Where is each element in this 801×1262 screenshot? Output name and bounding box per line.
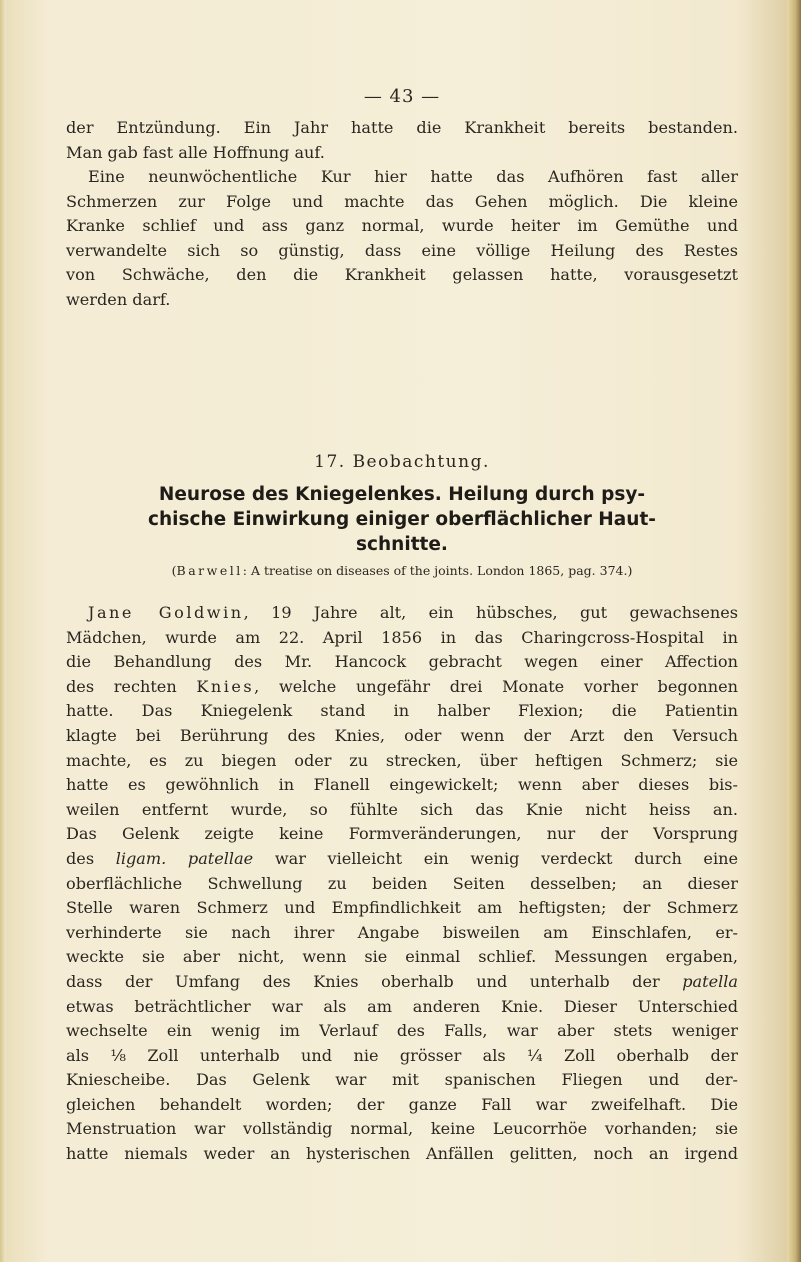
text-line: Schmerzen zur Folge und machte das Gehen möglich. Die kleine (66, 191, 738, 211)
text-line: von Schwäche, den die Krankheit gelassen hatte, vorausgesetzt (66, 265, 738, 285)
text-line: hatte. Das Kniegelenk stand in halber Flexion; die Patientin (66, 701, 738, 721)
heading-line: chische Einwirkung einiger oberflächlicher Haut- (148, 509, 656, 530)
text-line: Stelle waren Schmerz und Empfindlichkeit am heftigsten; der Schmerz (66, 898, 738, 918)
reference-details: : A treatise on diseases of the joints. London 1865, pag. 374.) (242, 563, 633, 578)
paragraph-cure-result (66, 165, 738, 313)
text-line: Das Gelenk zeigte keine Formveränderungen, nur der Vorsprung (66, 824, 738, 844)
paragraph-continuation (66, 116, 738, 165)
paragraph-case-report (66, 601, 738, 1167)
heading-line: schnitte. (356, 534, 448, 555)
text-line: dass der Umfang des Knies oberhalb und unterhalb der patella (66, 971, 738, 991)
page-number: — 43 — (363, 86, 441, 107)
text-line: der Entzündung. Ein Jahr hatte die Krankheit bereits bestanden. (66, 118, 738, 137)
text-line: hatte niemals weder an hysterischen Anfällen gelitten, noch an irgend (66, 1144, 738, 1164)
text-line: Eine neunwöchentliche Kur hier hatte das Aufhören fast aller (88, 167, 738, 186)
text-line: Man gab fast alle Hoffnung auf. (66, 142, 325, 162)
emphasized-word: Knies (196, 676, 255, 696)
text-line: Jane Goldwin, 19 Jahre alt, ein hübsches, gut gewachsenes (88, 603, 738, 622)
text-line: Mädchen, wurde am 22. April 1856 in das Charingcross-Hospital in (66, 627, 738, 647)
section-heading (66, 482, 738, 557)
text-line: des ligam. patellae war vielleicht ein wenig verdeckt durch eine (66, 848, 738, 868)
book-spine-edge (787, 0, 801, 1262)
reference-author: Barwell (176, 563, 243, 578)
text-line: die Behandlung des Mr. Hancock gebracht wegen einer Affection (66, 652, 738, 672)
text-line: als ¹⁄₈ Zoll unterhalb und nie grösser als ¹⁄₄ Zoll oberhalb der (66, 1045, 738, 1065)
text-line: weilen entfernt wurde, so fühlte sich das Knie nicht heiss an. (66, 799, 738, 819)
text-line: weckte sie aber nicht, wenn sie einmal schlief. Messungen ergaben, (66, 947, 738, 967)
text-line: Kniescheibe. Das Gelenk war mit spanischen Fliegen und der- (66, 1070, 738, 1090)
text-line: etwas beträchtlicher war als am anderen Knie. Dieser Unterschied (66, 996, 738, 1016)
fraction: ¹⁄₄ (527, 1045, 543, 1065)
text-line: oberflächliche Schwellung zu beiden Seiten desselben; an dieser (66, 873, 738, 893)
latin-term: patella (682, 971, 738, 991)
observation-number: 17. Beobachtung. (314, 452, 490, 472)
patient-name: Jane Goldwin (88, 603, 244, 622)
text-line: machte, es zu biegen oder zu strecken, über heftigen Schmerz; sie (66, 750, 738, 770)
text-line: Menstruation war vollständig normal, keine Leucorrhöe vorhanden; sie (66, 1119, 738, 1139)
latin-term: ligam. patellae (115, 848, 254, 868)
text-line: hatte es gewöhnlich in Flanell eingewickelt; wenn aber dieses bis- (66, 775, 738, 795)
page-left-edge (0, 0, 6, 1262)
text-line: gleichen behandelt worden; der ganze Fall war zweifelhaft. Die (66, 1094, 738, 1114)
text-line: klagte bei Berührung des Knies, oder wenn der Arzt den Versuch (66, 725, 738, 745)
fraction: ¹⁄₈ (110, 1045, 126, 1065)
text-line: Kranke schlief und ass ganz normal, wurde heiter im Gemüthe und (66, 216, 738, 236)
text-line: verhinderte sie nach ihrer Angabe bisweilen am Einschlafen, er- (66, 922, 738, 942)
bibliographic-reference: (Barwell: A treatise on diseases of the joints. London 1865, pag. 374.) (171, 563, 633, 578)
heading-line: Neurose des Kniegelenkes. Heilung durch psy- (158, 484, 646, 505)
text-line: verwandelte sich so günstig, dass eine völlige Heilung des Restes (66, 240, 738, 260)
text-line: werden darf. (66, 289, 171, 309)
text-line: wechselte ein wenig im Verlauf des Falls, war aber stets weniger (66, 1021, 738, 1041)
text-line: des rechten Knies, welche ungefähr drei Monate vorher begonnen (66, 676, 738, 696)
